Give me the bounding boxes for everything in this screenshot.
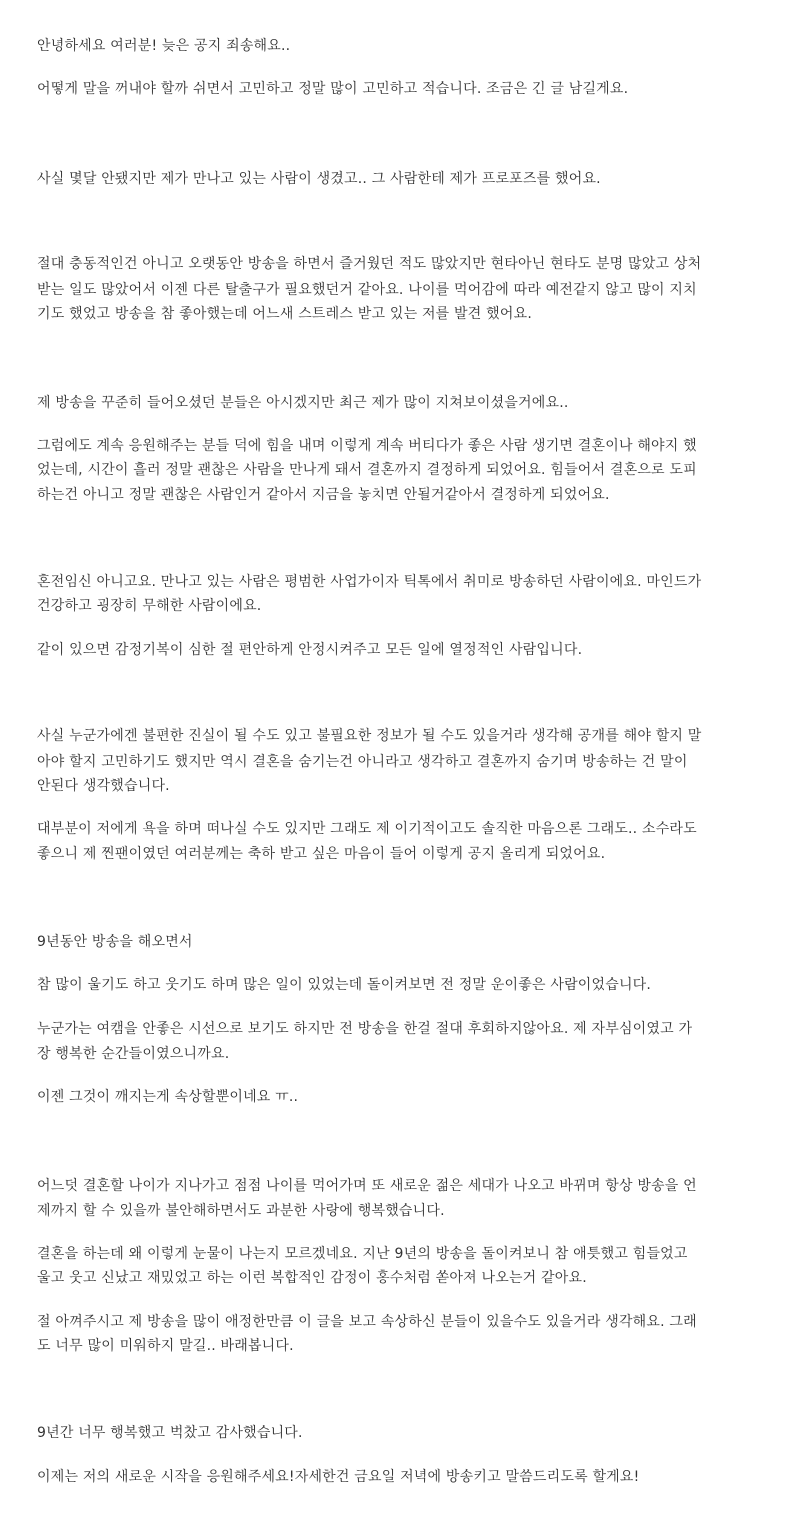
- post-line: 이젠 그것이 깨지는게 속상할뿐이네요 ㅠ..: [37, 1089, 299, 1105]
- post-line: 어떻게 말을 꺼내야 할까 쉬면서 고민하고 정말 많이 고민하고 적습니다. 조금은 긴 글 남길게요.: [37, 81, 629, 97]
- post-line: 9년간 너무 행복했고 벅찼고 감사했습니다.: [37, 1425, 303, 1441]
- post-line: 사실 몇달 안됐지만 제가 만나고 있는 사람이 생겼고.. 그 사람한테 제가 프로포즈를 했어요.: [37, 171, 601, 187]
- post-line: 어느덧 결혼할 나이가 지나가고 점점 나이를 먹어가며 또 새로운 젊은 세대가 나오고 바뀌며 항상 방송을 언: [37, 1178, 697, 1194]
- post-line: 결혼을 하는데 왜 이렇게 눈물이 나는지 모르겠네요. 지난 9년의 방송을 돌이켜보니 참 애틋했고 힘들었고: [37, 1246, 688, 1262]
- post-line: 절대 충동적인건 아니고 오랫동안 방송을 하면서 즐거웠던 적도 많았지만 현타아닌 현타도 분명 많았고 상처: [37, 256, 702, 272]
- post-line: 었는데, 시간이 흘러 정말 괜찮은 사람을 만나게 돼서 결혼까지 결정하게 되었어요. 힘들어서 결혼으로 도피: [37, 462, 697, 478]
- post-line: 아야 할지 고민하기도 했지만 역시 결혼을 숨기는건 아니라고 생각하고 결혼까지 숨기며 방송하는 건 말이: [37, 754, 688, 770]
- post-line: 제 방송을 꾸준히 들어오셨던 분들은 아시겠지만 최근 제가 많이 지쳐보이셨을거에요..: [37, 395, 569, 411]
- post-line: 9년동안 방송을 해오면서: [37, 934, 193, 950]
- post-line: 도 너무 많이 미워하지 말길.. 바래봅니다.: [37, 1338, 294, 1354]
- post-line: 제까지 할 수 있을까 불안해하면서도 과분한 사랑에 행복했습니다.: [37, 1203, 445, 1219]
- post-line: 대부분이 저에게 욕을 하며 떠나실 수도 있지만 그래도 제 이기적이고도 솔직한 마음으론 그래도.. 소수라도: [37, 821, 697, 837]
- post-line: 울고 웃고 신났고 재밌었고 하는 이런 복합적인 감정이 홍수처럼 쏟아져 나오는거 같아요.: [37, 1270, 587, 1286]
- post-line: 안녕하세요 여러분! 늦은 공지 죄송해요..: [37, 38, 291, 54]
- post-line: 참 많이 울기도 하고 웃기도 하며 많은 일이 있었는데 돌이켜보면 전 정말 운이좋은 사람이었습니다.: [37, 977, 652, 993]
- post-line: 건강하고 굉장히 무해한 사람이에요.: [37, 598, 262, 614]
- post-line: 안된다 생각했습니다.: [37, 778, 170, 794]
- post-line: 사실 누군가에겐 불편한 진실이 될 수도 있고 불필요한 정보가 될 수도 있을거라 생각해 공개를 해야 할지 말: [37, 728, 702, 744]
- post-line: 혼전임신 아니고요. 만나고 있는 사람은 평범한 사업가이자 틱톡에서 취미로 방송하던 사람이에요. 마인드가: [37, 574, 702, 590]
- post-line: 하는건 아니고 정말 괜찮은 사람인거 같아서 지금을 놓치면 안될거같아서 결정하게 되었어요.: [37, 487, 610, 503]
- post-line: 장 행복한 순간들이였으니까요.: [37, 1046, 230, 1062]
- post-line: 이제는 저의 새로운 시작을 응원해주세요!자세한건 금요일 저녁에 방송키고 말씀드리도록 할게요!: [37, 1469, 640, 1485]
- post-line: 절 아껴주시고 제 방송을 많이 애정한만큼 이 글을 보고 속상하신 분들이 있을수도 있을거라 생각해요. 그래: [37, 1314, 697, 1330]
- post-line: 그럼에도 계속 응원해주는 분들 덕에 힘을 내며 이렇게 계속 버티다가 좋은 사람 생기면 결혼이나 해야지 했: [37, 438, 697, 454]
- post-line: 받는 일도 많았어서 이젠 다른 탈출구가 필요했던거 같아요. 나이를 먹어감에 따라 예전같지 않고 많이 지치: [37, 282, 697, 298]
- post-line: 누군가는 여캠을 안좋은 시선으로 보기도 하지만 전 방송을 한걸 절대 후회하지않아요. 제 자부심이였고 가: [37, 1021, 693, 1037]
- post-line: 같이 있으면 감정기복이 심한 절 편안하게 안정시켜주고 모든 일에 열정적인 사람입니다.: [37, 642, 583, 658]
- post-line: 좋으니 제 찐팬이였던 여러분께는 축하 받고 싶은 마음이 들어 이렇게 공지 올리게 되었어요.: [37, 846, 606, 862]
- post-line: 기도 했었고 방송을 참 좋아했는데 어느새 스트레스 받고 있는 저를 발견 했어요.: [37, 306, 532, 322]
